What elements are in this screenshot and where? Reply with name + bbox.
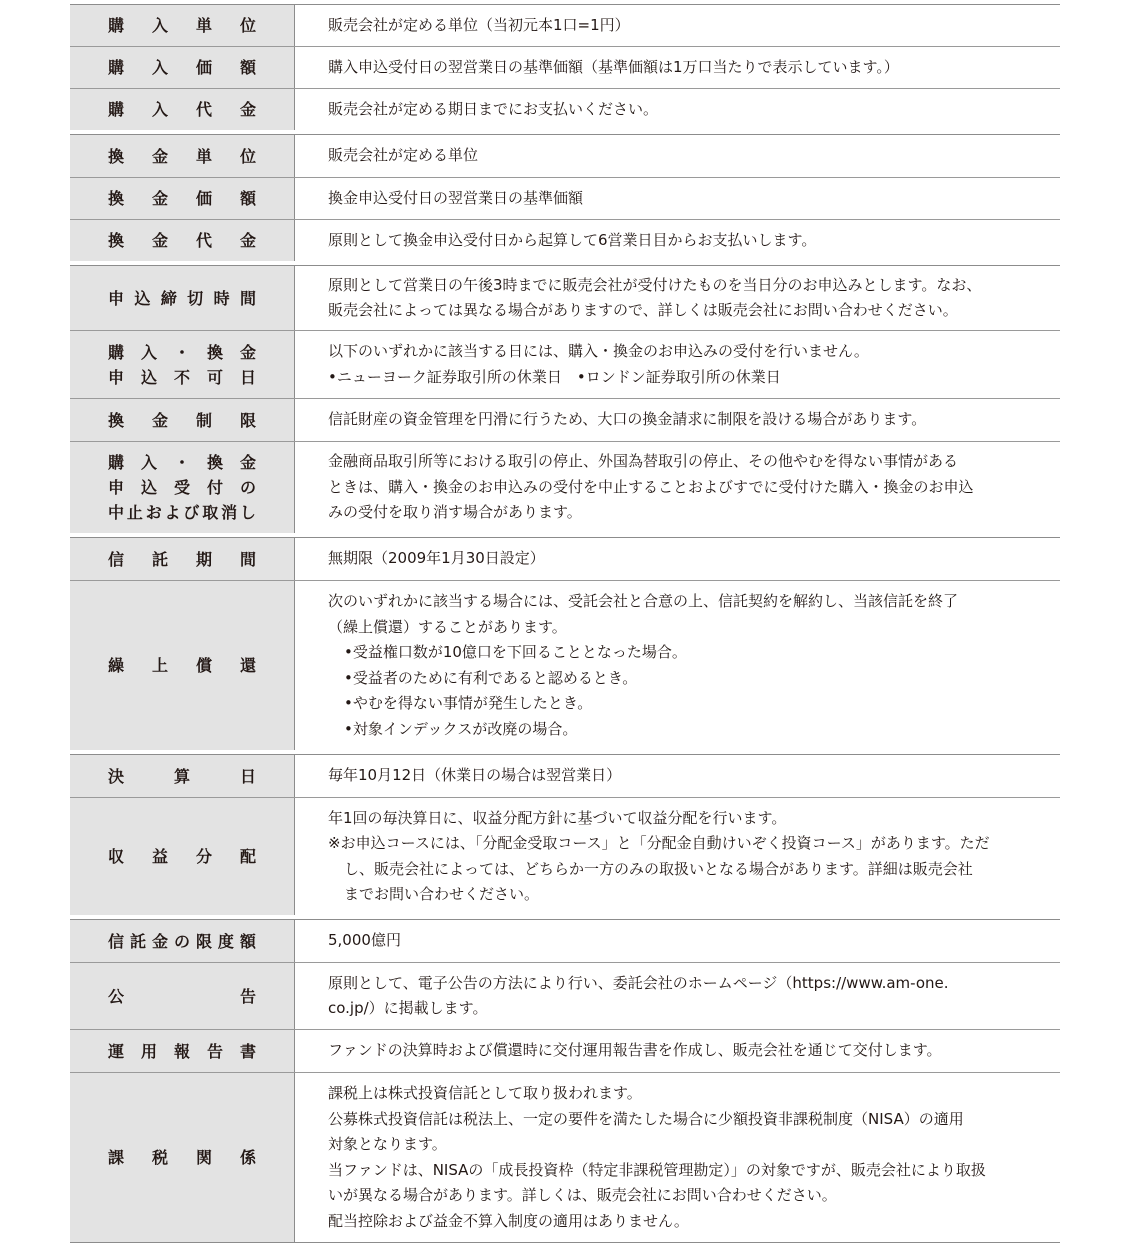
row-value: 販売会社が定める単位 bbox=[328, 146, 479, 165]
table-row bbox=[70, 5, 1060, 46]
table-row bbox=[70, 755, 1060, 797]
row-label: 購 入 ・ 換 金 申 込 不 可 日 bbox=[70, 331, 295, 398]
row-value: 次のいずれかに該当する場合には、受託会社と合意の上、信託契約を解約し、当該信託を終了 （繰上償還）することがあります。 •受益権口数が10億口を下回ることとなった場合。 •受益者のために有利であると認めるとき。 •やむを得ない事情が発生したとき。 •対象インデックスが改廃の場合。 bbox=[295, 581, 1060, 750]
row-label: 公 告 bbox=[70, 963, 295, 1029]
row-label: 換 金 単 位 bbox=[70, 135, 295, 177]
table-row bbox=[70, 88, 1060, 130]
row-label: 購 入 ・ 換 金 申 込 受 付 の 中 止 お よ び 取 消 し bbox=[70, 442, 295, 533]
application-section bbox=[70, 265, 1060, 533]
redemption-section bbox=[70, 134, 1060, 261]
table-row bbox=[70, 920, 1060, 962]
trust-period-section bbox=[70, 537, 1060, 750]
row-value: 販売会社が定める期日までにお支払いください。 bbox=[328, 99, 659, 118]
row-label: 信 託 期 間 bbox=[70, 538, 295, 580]
row-label: 課 税 関 係 bbox=[70, 1073, 295, 1242]
row-value: 販売会社が定める単位（当初元本1口=1円） bbox=[328, 15, 630, 34]
bullet-item: •対象インデックスが改廃の場合。 bbox=[344, 719, 578, 738]
fund-procedures-table bbox=[70, 4, 1060, 1243]
row-label: 申 込 締 切 時 間 bbox=[70, 266, 295, 330]
settlement-section bbox=[70, 754, 1060, 915]
row-value: ファンドの決算時および償還時に交付運用報告書を作成し、販売会社を通じて交付します。 bbox=[328, 1041, 942, 1060]
table-row bbox=[70, 330, 1060, 398]
bullet-item: •受益者のために有利であると認めるとき。 bbox=[344, 668, 638, 687]
table-row bbox=[70, 538, 1060, 580]
table-row bbox=[70, 135, 1060, 177]
table-row bbox=[70, 398, 1060, 441]
row-label: 購 入 代 金 bbox=[70, 89, 295, 130]
row-label: 換 金 代 金 bbox=[70, 220, 295, 261]
row-label: 収 益 分 配 bbox=[70, 798, 295, 915]
table-row bbox=[70, 797, 1060, 915]
row-value: 5,000億円 bbox=[328, 931, 401, 950]
row-value: 以下のいずれかに該当する日には、購入・換金のお申込みの受付を行いません。 •ニューヨーク証券取引所の休業日 •ロンドン証券取引所の休業日 bbox=[328, 342, 869, 386]
row-label: 決 算 日 bbox=[70, 755, 295, 797]
row-value: 毎年10月12日（休業日の場合は翌営業日） bbox=[328, 766, 622, 785]
row-label: 換 金 制 限 bbox=[70, 399, 295, 441]
table-row bbox=[70, 219, 1060, 261]
row-label: 信 託 金 の 限 度 額 bbox=[70, 920, 295, 962]
row-label: 繰 上 償 還 bbox=[70, 581, 295, 750]
bullet-item: •やむを得ない事情が発生したとき。 bbox=[344, 694, 593, 712]
row-value: 金融商品取引所等における取引の停止、外国為替取引の停止、その他やむを得ない事情がある ときは、購入・換金のお申込みの受付を中止することおよびすでに受付けた購入・換金のお申込 みの受付を取り消す場合があります。 bbox=[328, 452, 974, 522]
row-label: 購 入 単 位 bbox=[70, 5, 295, 46]
row-value: 原則として営業日の午後3時までに販売会社が受付けたものを当日分のお申込みとします。なお、 販売会社によっては異なる場合がありますので、詳しくは販売会社にお問い合わせください。 bbox=[328, 275, 982, 319]
row-value: 無期限（2009年1月30日設定） bbox=[328, 549, 545, 568]
row-value: 年1回の毎決算日に、収益分配方針に基づいて収益分配を行います。 ※お申込コースには、「分配金受取コース」と「分配金自動けいぞく投資コース」があります。ただ し、販売会社によっては、どちらか一方のみの取扱いとなる場合があります。詳細は販売会社 までお問い合わせください。 bbox=[328, 808, 990, 903]
row-value: 信託財産の資金管理を円滑に行うため、大口の換金請求に制限を設ける場合があります。 bbox=[328, 410, 927, 429]
row-value: 原則として、電子公告の方法により行い、委託会社のホームページ（https://www.am-one. co.jp/）に掲載します。 bbox=[328, 973, 949, 1017]
row-label: 運 用 報 告 書 bbox=[70, 1030, 295, 1072]
table-row bbox=[70, 962, 1060, 1029]
table-row bbox=[70, 266, 1060, 330]
row-label: 購 入 価 額 bbox=[70, 47, 295, 88]
table-row bbox=[70, 177, 1060, 219]
table-row bbox=[70, 441, 1060, 533]
row-value: 購入申込受付日の翌営業日の基準価額（基準価額は1万口当たりで表示しています。） bbox=[328, 57, 899, 76]
row-value: 課税上は株式投資信託として取り扱われます。 公募株式投資信託は税法上、一定の要件を満たした場合に少額投資非課税制度（NISA）の適用 対象となります。 当ファンドは、NISAの「成長投資枠（特定非課税管理勘定）」の対象ですが、販売会社により取扱 いが異なる場合があります。詳しくは、販売会社にお問い合わせください。 配当控除および益金不算入制度の適用はありません。 bbox=[328, 1084, 986, 1230]
other-section bbox=[70, 919, 1060, 1243]
purchase-section bbox=[70, 4, 1060, 130]
bullet-item: •受益権口数が10億口を下回ることとなった場合。 bbox=[344, 643, 687, 661]
row-value: 原則として換金申込受付日から起算して6営業日目からお支払いします。 bbox=[328, 230, 817, 249]
table-row bbox=[70, 1072, 1060, 1242]
row-label: 換 金 価 額 bbox=[70, 178, 295, 219]
table-row bbox=[70, 580, 1060, 750]
table-row bbox=[70, 46, 1060, 88]
row-value: 換金申込受付日の翌営業日の基準価額 bbox=[328, 188, 584, 207]
table-row bbox=[70, 1029, 1060, 1072]
